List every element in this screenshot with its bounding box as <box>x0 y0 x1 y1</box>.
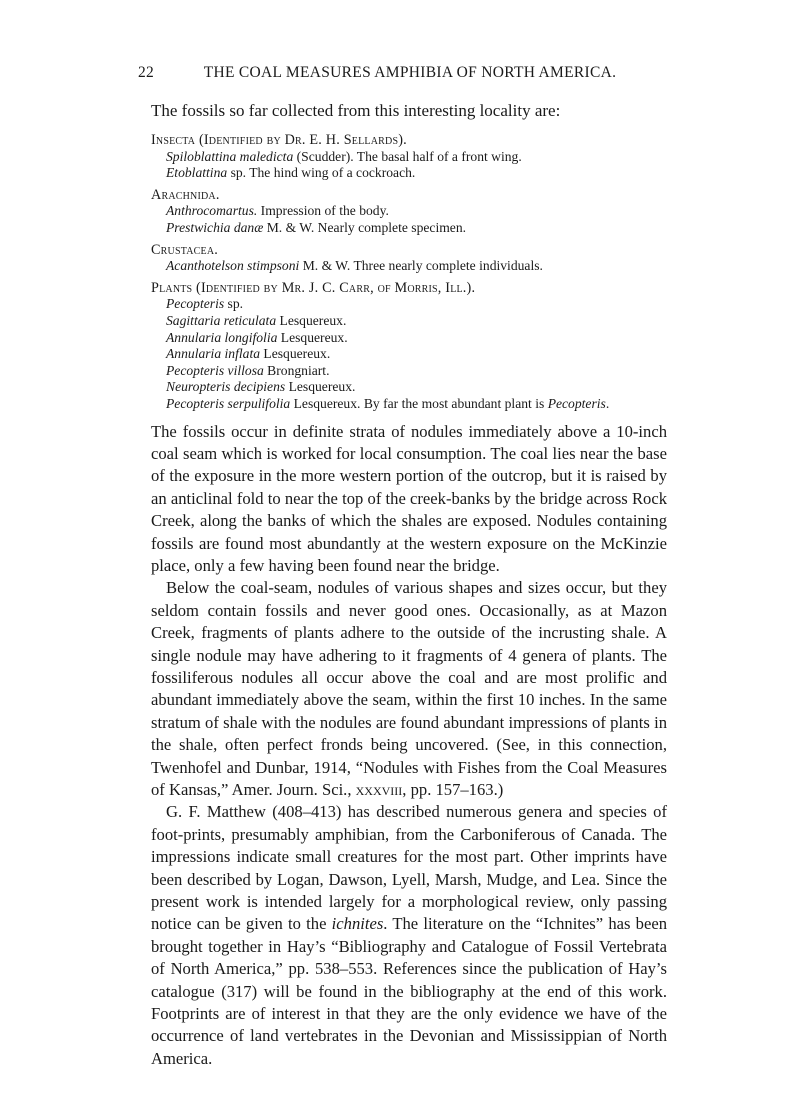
list-item <box>151 220 667 237</box>
species-note: Lesquereux. <box>276 312 347 328</box>
species-note: Impression of the body. <box>257 203 389 219</box>
body-text <box>151 421 667 1071</box>
paragraph-text: . The literature on the “Ichnites” has been brought together in Hay’s “Bibliography and Catalogue of Fossil Vertebrata of North America,” pp. 538–553. References since the publication of Hay’s catalogue (317) will be found in the bibliography at the end of this work. Footprints are of interest in that they are the only evidence we have of the occurrence of land vertebrates in the Devonian and Mississippian of North America. <box>151 914 668 1068</box>
list-item <box>151 363 667 380</box>
species-note: Lesquereux. <box>285 379 356 395</box>
group-arachnida <box>151 187 667 237</box>
group-crustacea <box>151 242 667 275</box>
paragraph-nodules <box>151 577 667 801</box>
paragraph-strata: The fossils occur in definite strata of nodules immediately above a 10-inch coal seam which is worked for local consumption. The coal lies near the base of the exposure in the more western portion of the outcrop, but it is raised by an anticlinal fold to near the top of the creek-banks by the bridge across Rock Creek, along the banks of which the shales are exposed. Nodules containing fossils are found most abundantly at the western exposure on the McKinzie place, only a few having been found near the bridge. <box>151 421 667 575</box>
list-item <box>151 203 667 220</box>
species-note: Lesquereux. <box>277 329 348 345</box>
species-name: Sagittaria reticulata <box>166 312 277 328</box>
italic-term: ichnites <box>331 914 384 934</box>
fossil-list <box>151 132 667 413</box>
list-item <box>151 165 667 182</box>
intro-sentence: The fossils so far collected from this interesting locality are: <box>151 101 561 120</box>
paragraph-text: , pp. 157–163.) <box>402 780 504 799</box>
species-note: . <box>605 395 610 411</box>
species-name: Pecopteris <box>547 395 606 411</box>
species-name: Prestwichia danæ <box>166 219 264 235</box>
list-item <box>151 396 667 413</box>
species-name: Spiloblattina maledicta <box>166 148 294 164</box>
list-item <box>151 379 667 396</box>
list-item <box>151 313 667 330</box>
group-heading: Crustacea. <box>151 241 218 258</box>
group-heading: Insecta (Identified by Dr. E. H. Sellards). <box>151 132 407 148</box>
species-name: Neuropteris decipiens <box>166 379 286 395</box>
species-name: Pecopteris <box>166 296 225 312</box>
page-number: 22 <box>138 64 155 81</box>
species-note: sp. The hind wing of a cockroach. <box>227 165 416 181</box>
species-note: Lesquereux. <box>260 346 331 362</box>
group-plants <box>151 280 667 413</box>
species-note: Lesquereux. By far the most abundant plant is <box>290 395 548 411</box>
paragraph-text: G. F. Matthew (408–413) has described numerous genera and species of foot-prints, presumably amphibian, from the Carboniferous of Canada. The impressions indicate small creatures for the most part. Other imprints have been described by Logan, Dawson, Lyell, Marsh, Mudge, and Lea. Since the present work is intended largely for a morphological review, only passing notice can be given to the <box>151 802 667 934</box>
group-heading: Arachnida. <box>151 186 220 203</box>
species-name: Annularia inflata <box>166 346 261 362</box>
group-heading: Plants (Identified by Mr. J. C. Carr, of Morris, Ill.). <box>151 279 476 296</box>
list-item <box>151 149 667 166</box>
list-item <box>151 296 667 313</box>
species-name: Anthrocomartus. <box>166 203 258 219</box>
list-item <box>151 258 667 275</box>
paragraph-footprints <box>151 801 667 1070</box>
species-note: Brongniart. <box>263 362 330 378</box>
species-name: Pecopteris villosa <box>166 362 264 378</box>
species-name: Annularia longifolia <box>166 329 278 345</box>
running-head <box>138 64 662 86</box>
group-insecta <box>151 132 667 182</box>
paragraph-text: Below the coal-seam, nodules of various shapes and sizes occur, but they seldom contain fossils and never good ones. Occasionally, as at Mazon Creek, fragments of plants adhere to the outside of the incrusting shale. A single nodule may have adhering to it fragments of 4 genera of plants. The fossiliferous nodules all occur above the coal and are most prolific and abundant immediately above the seam, within the first 10 inches. In the same stratum of shale with the nodules are found abundant impressions of plants in the shale, often perfect fronds being uncovered. (See, in this connection, Twenhofel and Dunbar, 1914, “Nodules with Fishes from the Coal Measures of Kansas,” Amer. Journ. Sci., <box>151 578 667 799</box>
species-name: Acanthotelson stimpsoni <box>166 258 300 274</box>
volume-number: xxxviii <box>355 780 403 799</box>
species-note: M. & W. Three nearly complete individuals. <box>299 258 543 274</box>
species-note: (Scudder). The basal half of a front wing. <box>293 148 522 164</box>
species-name: Etoblattina <box>166 165 228 181</box>
list-item <box>151 346 667 363</box>
species-note: M. & W. Nearly complete specimen. <box>263 219 467 235</box>
species-note: sp. <box>224 296 244 312</box>
list-item <box>151 330 667 347</box>
running-title: THE COAL MEASURES AMPHIBIA OF NORTH AMERICA. <box>203 64 617 81</box>
species-name: Pecopteris serpulifolia <box>166 395 291 411</box>
page-content <box>151 100 667 1070</box>
